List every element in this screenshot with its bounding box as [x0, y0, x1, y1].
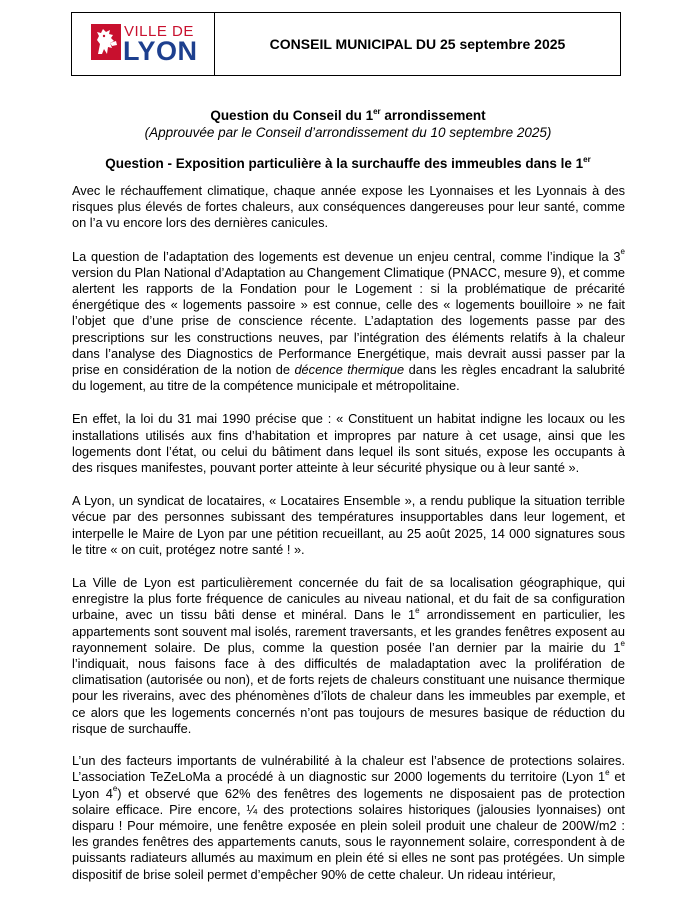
ville-de-lyon-logo — [91, 23, 203, 66]
question-subject — [72, 155, 624, 172]
meeting-title: CONSEIL MUNICIPAL DU 25 septembre 2025 — [269, 36, 566, 52]
paragraph: Avec le réchauffement climatique, chaque année expose les Lyonnaises et les Lyonnais à des risques plus élevés de fortes chaleurs, aux conséquences dangereuses pour leur santé, comme on l’a vu encore lors des dernières canicules. — [72, 183, 625, 231]
lyon-lion-logo-icon — [91, 24, 121, 60]
question-subject-text: Question - Exposition particulière à la surchauffe des immeubles dans le 1 — [105, 156, 584, 171]
logo-line2: LYON — [123, 36, 198, 66]
paragraph: La question de l’adaptation des logements est devenue un enjeu central, comme l’indique la 3e version du Plan National d’Adaptation au Changement Climatique (PNACC, mesure 9), et comme alertent les rapports de la Fondation pour le Logement : si la problématique de précarité énergétique des « logements passoire » est connue, celle des « logements bouilloire » ne fait l’objet que d’une prise de conscience récente. L’adaptation des logements passe par des prescriptions sur les constructions neuves, par l’intégration des éléments relatifs à la chaleur dans l’analyse des Diagnostics de Performance Energétique, mais devrait aussi passer par la prise en considération de la notion de décence thermique dans les règles encadrant la salubrité du logement, au titre de la compétence municipale et métropolitaine. — [72, 247, 625, 394]
ordinal-sup: er — [583, 154, 591, 164]
paragraph: La Ville de Lyon est particulièrement concernée du fait de sa localisation géographique, qui enregistre la plus forte fréquence de canicules au niveau national, et du fait de sa configuration urbaine, avec un tissu bâti dense et minéral. Dans le 1e arrondissement en particulier, les appartements sont souvent mal isolés, rarement traversants, et les grandes fenêtres exposent au rayonnement solaire. De plus, comme la question posée l’an dernier par la mairie du 1e l’indiquait, nous faisons face à des difficultés de maladaptation avec la prolifération de climatisation (autorisée ou non), et de forts rejets de chaleurs constituant une nuisance thermique pour les riverains, avec des phénomènes d’îlots de chaleur dans les immeubles par exemple, et ce alors que les logements concernés n’ont pas toujours de mesures basique de réduction du risque de surchauffe. — [72, 575, 625, 736]
question-heading — [72, 107, 624, 124]
paragraph: L’un des facteurs importants de vulnérabilité à la chaleur est l’absence de protections solaires. L’association TeZeLoMa a procédé à un diagnostic sur 2000 logements du territoire (Lyon 1e et Lyon 4e) et observé que 62% des fenêtres des logements ne disposaient pas de protection solaire efficace. Pire encore, ¼ des protections solaires historiques (jalousies lyonnaises) ont disparu ! Pour mémoire, une fenêtre exposée en plein soleil produit une chaleur de 200W/m2 : les grandes fenêtres des appartements canuts, sous le rayonnement solaire, correspondent à de puissants radiateurs allumés au maximum en plein été si elles ne sont pas protégées. Un simple dispositif de brise soleil permet d’empêcher 90% de cette chaleur. Un rideau intérieur, — [72, 753, 626, 882]
body-text — [72, 183, 625, 900]
question-heading-rest: arrondissement — [380, 108, 486, 123]
paragraph: En effet, la loi du 31 mai 1990 précise que : « Constituent un habitat indigne les locaux ou les installations utilisés aux fins d’habitation et impropres par nature à cet usage, ainsi que les logements dont l’état, ou celui du bâtiment dans lequel ils sont situés, expose les occupants à des risques manifestes, pouvant porter atteinte à leur sécurité physique ou à leur santé ». — [72, 411, 625, 476]
document-header — [71, 12, 621, 76]
logo-cell — [72, 13, 215, 75]
logo-line1: VILLE DE — [124, 23, 194, 40]
approval-note: (Approuvée par le Conseil d’arrondissement du 10 septembre 2025) — [144, 125, 552, 140]
question-heading-text: Question du Conseil du 1 — [210, 108, 374, 123]
paragraph: A Lyon, un syndicat de locataires, « Locataires Ensemble », a rendu publique la situation terrible vécue par des personnes subissant des températures insupportables dans leur logement, et interpelle le Maire de Lyon par une pétition recueillant, au 25 août 2025, 14 000 signatures sous le titre « on cuit, protégez notre santé ! ». — [72, 493, 625, 557]
ordinal-sup: er — [373, 106, 381, 116]
